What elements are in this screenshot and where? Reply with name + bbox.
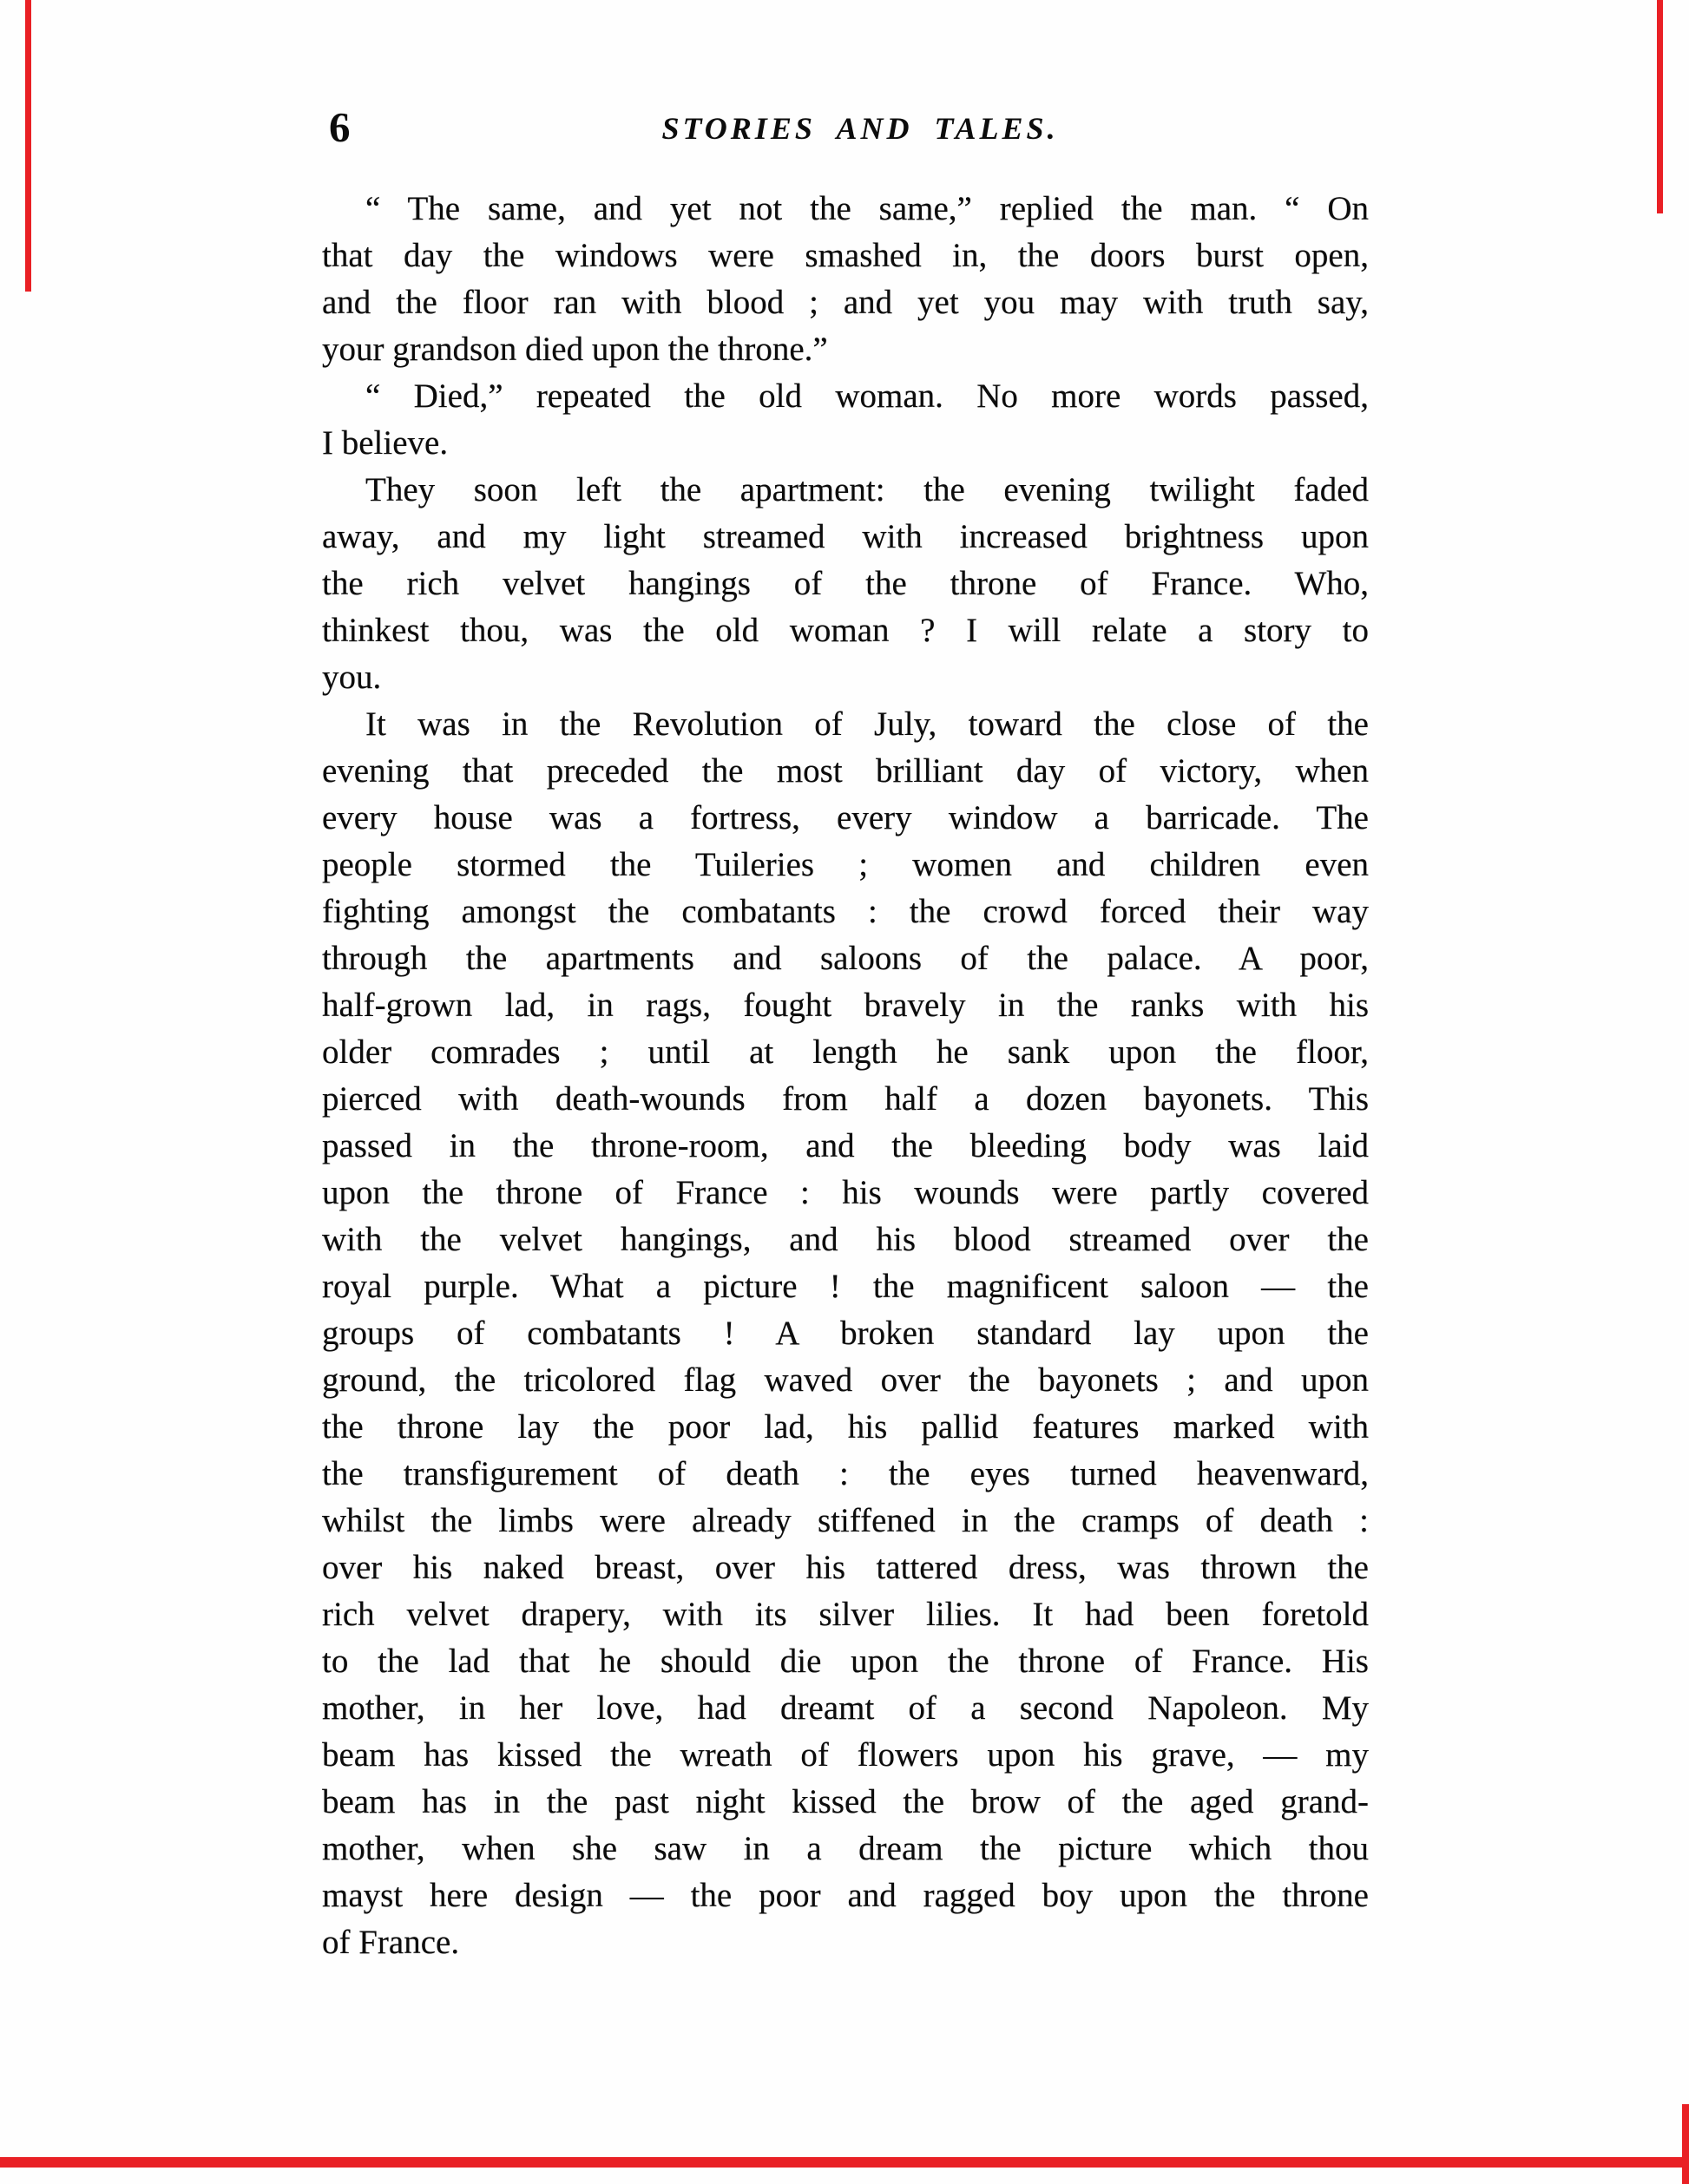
- text-line: royal purple. What a picture ! the magnificent saloon — the: [322, 1268, 1369, 1305]
- text-line: “ Died,” repeated the old woman. No more words passed,: [365, 377, 1369, 415]
- text-line: mayst here design — the poor and ragged boy upon the throne: [322, 1877, 1369, 1914]
- scan-artifact-red-right-line: [1657, 0, 1663, 213]
- text-line: evening that preceded the most brilliant day of victory, when: [322, 752, 1369, 790]
- text-line: “ The same, and yet not the same,” replied the man. “ On: [365, 190, 1369, 227]
- text-line: mother, when she saw in a dream the picture which thou: [322, 1830, 1369, 1867]
- paragraph: [322, 467, 1369, 701]
- text-line: away, and my light streamed with increased brightness upon: [322, 518, 1369, 555]
- text-line: passed in the throne-room, and the bleeding body was laid: [322, 1127, 1369, 1164]
- text-line: They soon left the apartment: the evening twilight faded: [365, 471, 1369, 508]
- text-line: older comrades ; until at length he sank upon the floor,: [322, 1033, 1369, 1071]
- text-line: groups of combatants ! A broken standard lay upon the: [322, 1315, 1369, 1352]
- text-line: of France.: [322, 1924, 460, 1961]
- text-line: thinkest thou, was the old woman ? I will relate a story to: [322, 612, 1369, 649]
- text-line: the transfigurement of death : the eyes turned heavenward,: [322, 1455, 1369, 1492]
- text-line: with the velvet hangings, and his blood streamed over the: [322, 1221, 1369, 1258]
- text-line: beam has in the past night kissed the brow of the aged grand-: [322, 1783, 1369, 1820]
- text-line: mother, in her love, had dreamt of a second Napoleon. My: [322, 1689, 1369, 1727]
- text-line: your grandson died upon the throne.”: [322, 331, 828, 368]
- scan-artifact-red-left-line: [25, 0, 31, 292]
- scan-artifact-red-bottom-band: [0, 2157, 1689, 2168]
- text-line: pierced with death-wounds from half a dozen bayonets. This: [322, 1080, 1369, 1118]
- text-line: beam has kissed the wreath of flowers upon his grave, — my: [322, 1736, 1369, 1774]
- text-line: over his naked breast, over his tattered dress, was thrown the: [322, 1549, 1369, 1586]
- text-line: fighting amongst the combatants : the crowd forced their way: [322, 893, 1369, 930]
- text-line: and the floor ran with blood ; and yet you may with truth say,: [322, 284, 1369, 321]
- body-text-block: [322, 186, 1369, 1966]
- text-line: half-grown lad, in rags, fought bravely in the ranks with his: [322, 987, 1369, 1024]
- text-line: that day the windows were smashed in, the doors burst open,: [322, 237, 1369, 274]
- paragraph: [322, 186, 1369, 373]
- text-line: the throne lay the poor lad, his pallid features marked with: [322, 1408, 1369, 1446]
- text-line: rich velvet drapery, with its silver lilies. It had been foretold: [322, 1596, 1369, 1633]
- text-line: ground, the tricolored flag waved over the bayonets ; and upon: [322, 1361, 1369, 1399]
- page-number: 6: [329, 103, 352, 151]
- text-line: upon the throne of France : his wounds were partly covered: [322, 1174, 1369, 1211]
- text-line: people stormed the Tuileries ; women and children even: [322, 846, 1369, 883]
- text-line: whilst the limbs were already stiffened in the cramps of death :: [322, 1502, 1369, 1539]
- text-line: It was in the Revolution of July, toward the close of the: [365, 705, 1369, 743]
- text-line: to the lad that he should die upon the throne of France. His: [322, 1643, 1369, 1680]
- paragraph: [322, 701, 1369, 1966]
- text-line: I believe.: [322, 424, 449, 462]
- text-line: you.: [322, 659, 382, 696]
- page-header: [322, 103, 1369, 158]
- text-line: every house was a fortress, every window a barricade. The: [322, 799, 1369, 836]
- paragraph: [322, 373, 1369, 467]
- text-line: through the apartments and saloons of the palace. A poor,: [322, 940, 1369, 977]
- text-line: the rich velvet hangings of the throne of France. Who,: [322, 565, 1369, 602]
- scan-artifact-red-right-bottom-line: [1682, 2104, 1689, 2184]
- running-title: STORIES AND TALES.: [661, 111, 1059, 146]
